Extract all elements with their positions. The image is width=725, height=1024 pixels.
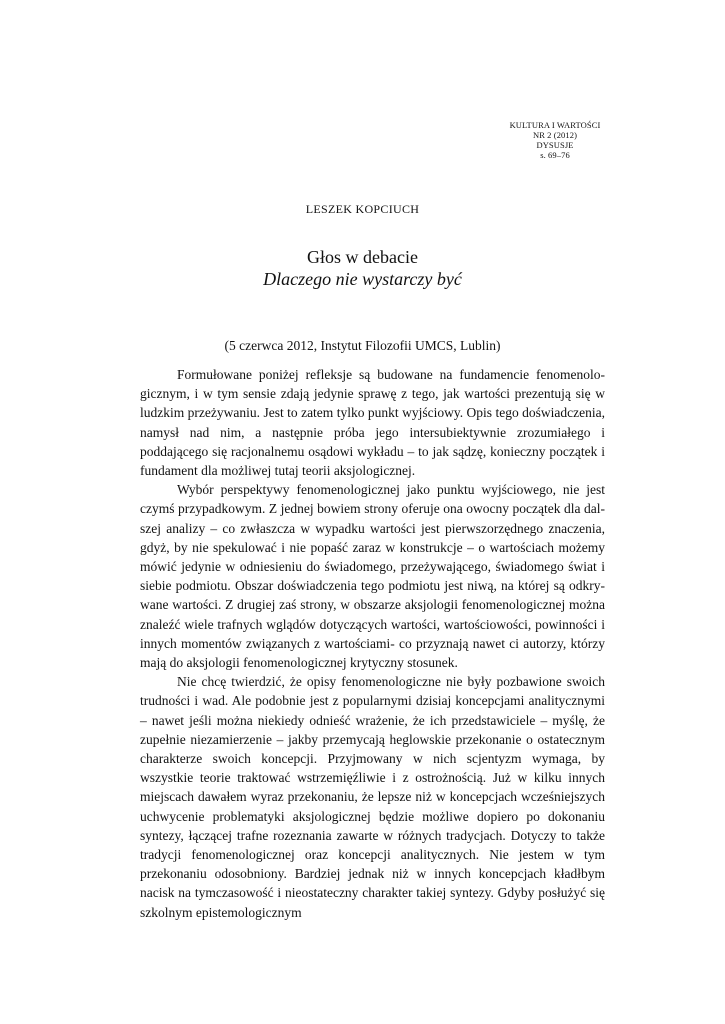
article-title <box>0 246 725 290</box>
paragraph-1: Formułowane poniżej refleksje są budowane na fundamencie fenomenologicznym, i w tym sensie zdają jedynie sprawę z tego, jak wartości prezentują się w ludzkim przeżywaniu. Jest to zatem tylko punkt wyjściowy. Opis tego doświadczenia, namysł nad nim, a następnie próba jego intersubiektywnie zrozumiałego i poddającego się racjonalnemu osądowi wykładu – to jak sądzę, konieczny początek i fundament dla możliwej tutaj teorii aksjologicznej. <box>140 367 605 479</box>
author-name: LESZEK KOPCIUCH <box>305 202 420 216</box>
title-main: Głos w debacie <box>307 247 418 267</box>
event-info: (5 czerwca 2012, Instytut Filozofii UMCS, Lublin) <box>224 338 501 353</box>
journal-header <box>480 120 630 160</box>
journal-section: DYSUSJE <box>536 140 574 150</box>
journal-name: KULTURA I WARTOŚCI <box>509 120 601 130</box>
title-subtitle: Dlaczego nie wystarczy być <box>263 269 462 289</box>
paragraph-3: Nie chcę twierdzić, że opisy fenomenologiczne nie były pozbawione swoich trudności i wad. Ale podobnie jest z popularnymi dzisiaj koncepcjami analitycznymi – nawet jeśli można niekiedy odnieść wrażenie, że ich przedstawiciele – myślę, że zupełnie niezamierzenie – jakby przemycają heglowskie przekonanie o ostatecznym charakterze swoich koncepcji. Przyjmowany w nich scjentyzm wymaga, by wszystkie teorie traktować wstrzemięźliwie i z ostrożnością. Już w kilku innych miejscach dawałem wyraz przekonaniu, że lepsze niż w koncepcjach wcześniejszych uchwycenie problematyki aksjologicznej będzie możliwe dopiero po dokonaniu syntezy, łączącej trafne rozeznania zawarte w różnych tradycjach. Dotyczy to także tradycji fenomenologicznej oraz koncepcji analitycznych. Nie jestem w tym przekonaniu odosobniony. Bardziej jednak niż w innych koncepcjach kładłbym nacisk na tymczasowość i nieostateczny charakter takiej syntezy. Gdyby posłużyć się szkolnym epistemologicznym <box>140 674 605 920</box>
journal-issue: NR 2 (2012) <box>532 130 578 140</box>
article-body <box>140 365 605 922</box>
journal-pages: s. 69–76 <box>540 150 570 160</box>
paragraph-2: Wybór perspektywy fenomenologicznej jako punktu wyjściowego, nie jest czymś przypadkowym. Z jednej bowiem strony oferuje ona owocny początek dla dalszej analizy – co zwłaszcza w wypadku wartości jest pierwszorzędnego znaczenia, gdyż, by nie spekulować i nie popaść zaraz w konstrukcje – o wartościach możemy mówić jedynie w odniesieniu do świadomego, przeżywającego, świadomego świat i siebie podmiotu. Obszar doświadczenia tego podmiotu jest niwą, na której są odkrywane wartości. Z drugiej zaś strony, w obszarze aksjologii fenomenologicznej można znaleźć wiele trafnych wglądów dotyczących wartości, wartościowości, powinności i innych momentów związanych z wartościami- co przyznają nawet ci autorzy, którzy mają do aksjologii fenomenologicznej krytyczny stosunek. <box>140 482 605 671</box>
